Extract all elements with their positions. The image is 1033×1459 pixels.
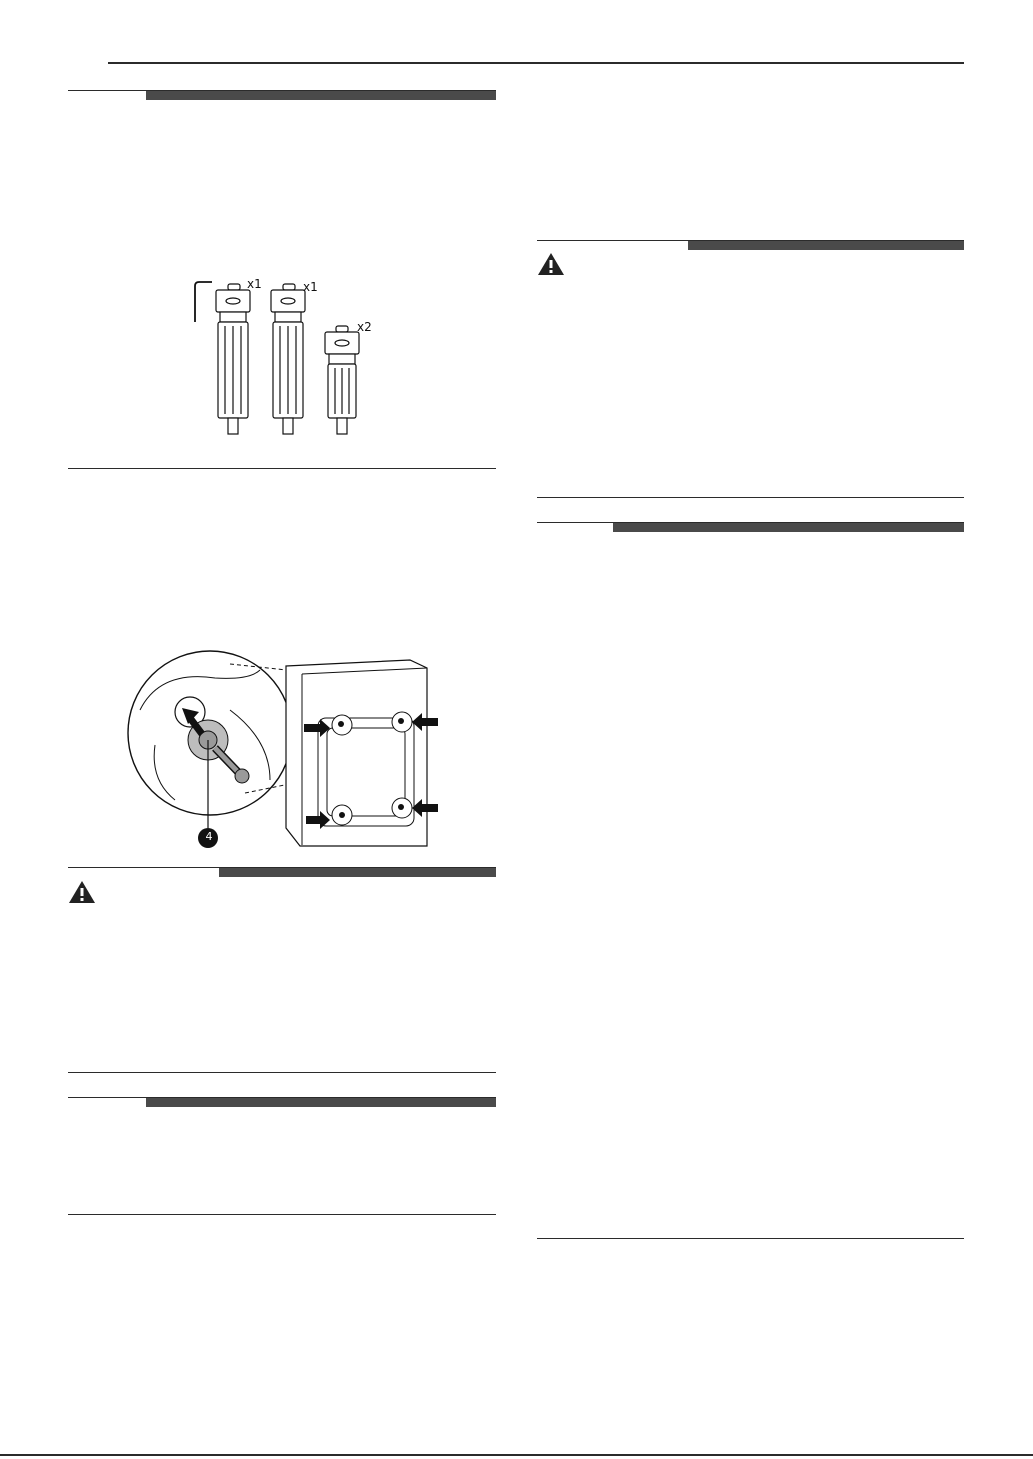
warning-triangle-icon-right	[537, 252, 565, 276]
section-end-rule-3	[68, 1214, 496, 1215]
page-bottom-rule	[0, 1454, 1033, 1456]
page-top-rule	[108, 62, 964, 64]
warning-end-rule-right	[537, 497, 964, 498]
qty-label-foot-3: x2	[357, 320, 372, 334]
section-end-rule-1	[68, 468, 496, 469]
section-header-bar-1	[146, 91, 496, 100]
warning-header-bar-right	[688, 241, 964, 250]
section-end-rule-right	[537, 1238, 964, 1239]
warning-triangle-icon	[68, 880, 96, 904]
warning-end-rule-left	[68, 1072, 496, 1073]
section-header-bar-right	[613, 523, 964, 532]
rear-bolts-illustration	[120, 650, 450, 850]
qty-label-foot-1: x1	[247, 277, 262, 291]
callout-number-4: 4	[205, 830, 213, 843]
section-header-bar-3	[146, 1098, 496, 1107]
leveling-feet-illustration	[190, 278, 370, 440]
qty-label-foot-2: x1	[303, 280, 318, 294]
warning-header-bar-left	[219, 868, 496, 877]
